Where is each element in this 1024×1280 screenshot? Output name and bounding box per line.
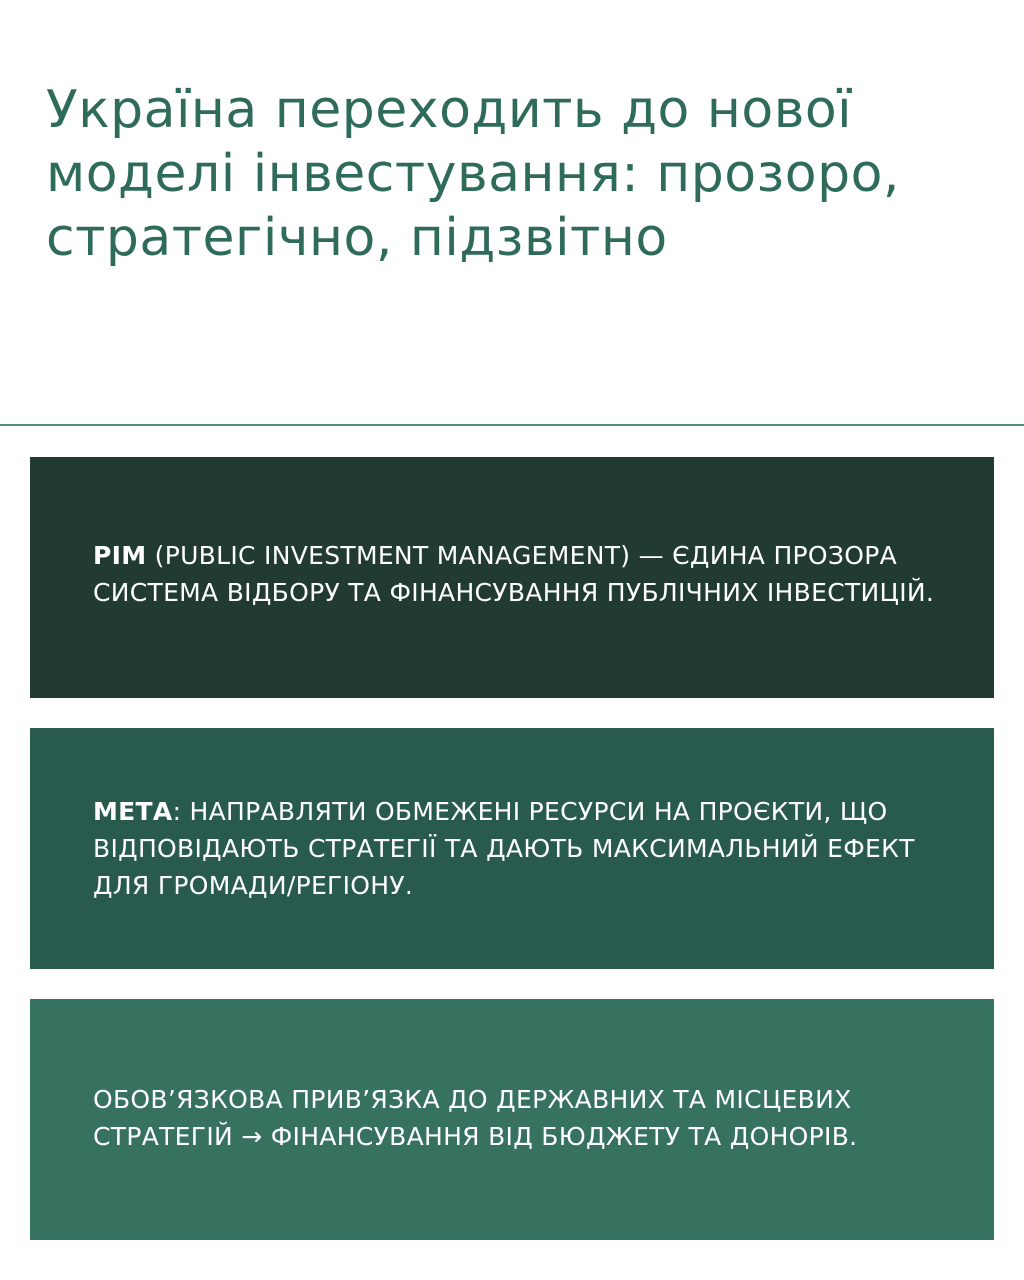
card-body: ОБОВ’ЯЗКОВА ПРИВ’ЯЗКА ДО ДЕРЖАВНИХ ТА МІСЦЕВИХ СТРАТЕГІЙ → ФІНАНСУВАННЯ ВІД БЮДЖЕТУ ТА ДОНОРІВ.: [93, 1084, 858, 1151]
card-text: [93, 793, 944, 904]
card-text: [93, 537, 944, 611]
page-title: Україна переходить до нової моделі інвестування: прозоро, стратегічно, підзвітно: [46, 80, 900, 268]
card-body: (PUBLIC INVESTMENT MANAGEMENT) — ЄДИНА ПРОЗОРА СИСТЕМА ВІДБОРУ ТА ФІНАНСУВАННЯ ПУБЛІЧНИХ ІНВЕСТИЦІЙ.: [93, 540, 935, 607]
divider: [0, 424, 1024, 426]
card-text: [93, 1081, 944, 1155]
card-keyword: МЕТА: [93, 797, 173, 826]
card-body: : НАПРАВЛЯТИ ОБМЕЖЕНІ РЕСУРСИ НА ПРОЄКТИ, ЩО ВІДПОВІДАЮТЬ СТРАТЕГІЇ ТА ДАЮТЬ МАКСИМАЛЬНИЙ ЕФЕКТ ДЛЯ ГРОМАДИ/РЕГІОНУ.: [93, 797, 915, 900]
info-card-strategy: [30, 999, 994, 1240]
info-card-pim: [30, 457, 994, 698]
card-keyword: PIM: [93, 540, 147, 570]
info-card-goal: [30, 728, 994, 969]
